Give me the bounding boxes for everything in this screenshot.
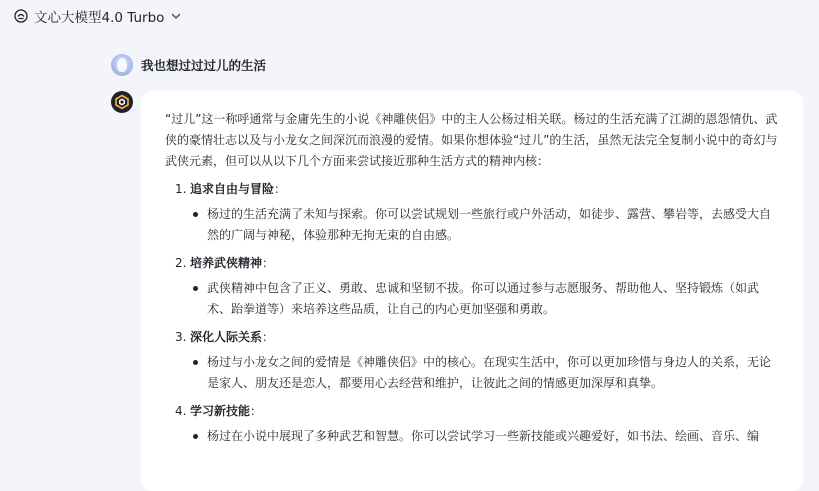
- model-logo-icon: [14, 9, 28, 23]
- list-item-title: 培养武侠精神: [190, 256, 263, 270]
- list-item-heading: [165, 398, 779, 424]
- list-item-detail: [165, 204, 779, 246]
- list-item-title: 追求自由与冒险: [190, 182, 275, 196]
- bot-answer-card: [141, 91, 803, 491]
- list-item-heading: [165, 176, 779, 202]
- list-item-colon: ：: [262, 256, 275, 270]
- model-name-label[interactable]: 文心大模型4.0 Turbo: [34, 10, 165, 26]
- list-item: [165, 250, 779, 320]
- list-item: [165, 176, 779, 246]
- user-message-row: [111, 54, 266, 76]
- list-item-title: 深化人际关系: [190, 330, 263, 344]
- list-item-detail-text: 杨过的生活充满了未知与探索。你可以尝试规划一些旅行或户外活动，如徒步、露营、攀岩等，去感受大自然的广阔与神秘，体验那种无拘无束的自由感。: [207, 207, 772, 242]
- list-item-detail: [165, 426, 779, 447]
- ernie-bot-avatar: [111, 91, 133, 113]
- bullet-dot: [193, 286, 198, 291]
- list-item: [165, 324, 779, 394]
- bullet-dot: [193, 360, 198, 365]
- list-item-detail-text: 杨过与小龙女之间的爱情是《神雕侠侣》中的核心。在现实生活中，你可以更加珍惜与身边人的关系，无论是家人、朋友还是恋人，都要用心去经营和维护，让彼此之间的情感更加深厚和真挚。: [207, 355, 772, 390]
- list-item-detail: [165, 278, 779, 320]
- list-item: [165, 398, 779, 447]
- list-item-title: 学习新技能: [190, 404, 251, 418]
- list-item-detail: [165, 352, 779, 394]
- model-switcher[interactable]: [14, 2, 182, 30]
- list-item-number: 1.: [175, 182, 187, 196]
- chevron-down-icon[interactable]: [170, 10, 182, 22]
- answer-intro-paragraph: “过儿”这一称呼通常与金庸先生的小说《神雕侠侣》中的主人公杨过相关联。杨过的生活充满了江湖的恩怨情仇、武侠的豪情壮志以及与小龙女之间深沉而浪漫的爱情。如果你想体验“过儿”的生活，虽然无法完全复制小说中的奇幻与武侠元素，但可以从以下几个方面来尝试接近那种生活方式的精神内核：: [165, 112, 778, 168]
- list-item-colon: ：: [274, 182, 287, 196]
- list-item-number: 2.: [175, 256, 187, 270]
- list-item-colon: ：: [262, 330, 275, 344]
- list-item-number: 3.: [175, 330, 187, 344]
- top-bar: [0, 0, 819, 32]
- answer-list: [165, 176, 779, 447]
- user-message-text: 我也想过过过儿的生活: [141, 58, 267, 73]
- list-item-detail-text: 武侠精神中包含了正义、勇敢、忠诚和坚韧不拔。你可以通过参与志愿服务、帮助他人、坚持锻炼（如武术、跆拳道等）来培养这些品质，让自己的内心更加坚强和勇敢。: [207, 281, 760, 316]
- list-item-number: 4.: [175, 404, 187, 418]
- user-avatar: [111, 54, 133, 76]
- list-item-colon: ：: [250, 404, 263, 418]
- bullet-dot: [193, 212, 198, 217]
- list-item-heading: [165, 250, 779, 276]
- bullet-dot: [193, 434, 198, 439]
- list-item-heading: [165, 324, 779, 350]
- list-item-detail-text: 杨过在小说中展现了多种武艺和智慧。你可以尝试学习一些新技能或兴趣爱好，如书法、绘画、音乐、编: [207, 429, 760, 443]
